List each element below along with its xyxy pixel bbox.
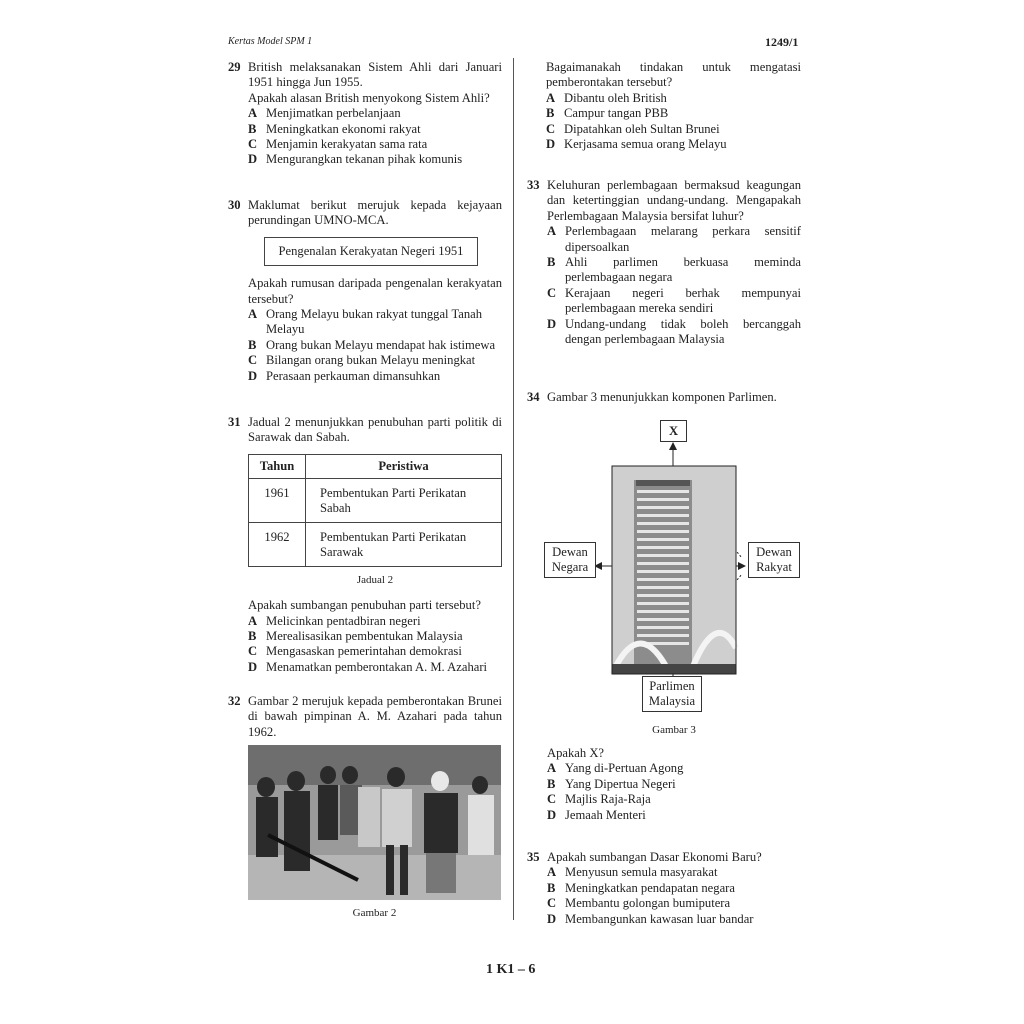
question-number: 30 — [228, 198, 241, 212]
question-34 — [527, 390, 801, 405]
photo-caption: Gambar 2 — [352, 907, 397, 919]
diagram-box-dewan-rakyat: Dewan Rakyat — [748, 542, 800, 578]
option-a: A Perlembagaan melarang perkara sensitif dipersoalkan — [547, 224, 801, 254]
page-footer: 1 K1 – 6 — [486, 962, 536, 977]
option-a: A Dibantu oleh British — [546, 90, 667, 105]
table-cell-event: Pembentukan Parti Perikatan Sabah — [306, 478, 502, 522]
question-number: 34 — [527, 390, 540, 404]
diagram-gambar-3 — [540, 418, 810, 713]
question-stem: Keluhuran perlembagaan bermaksud keagungan dan ketertinggian undang-undang. Mengapakah Perlembagaan Malaysia bersifat luhur? — [547, 178, 801, 223]
question-number: 29 — [228, 60, 241, 74]
diagram-box-parlimen-malaysia: Parlimen Malaysia — [642, 676, 702, 712]
diagram-caption: Gambar 3 — [652, 724, 696, 736]
question-33 — [527, 178, 801, 347]
option-d: D Menamatkan pemberontakan A. M. Azahari — [248, 659, 488, 674]
question-stem: Gambar 2 merujuk kepada pemberontakan Brunei di bawah pimpinan A. M. Azahari pada tahun 1962. — [248, 694, 502, 739]
table-cell-year: 1961 — [249, 478, 306, 522]
column-divider — [513, 58, 514, 920]
table-cell-event: Pembentukan Parti Perikatan Sarawak — [306, 522, 502, 566]
option-d: D Membangunkan kawasan luar bandar — [547, 911, 754, 926]
option-d: D Kerjasama semua orang Melayu — [546, 137, 727, 152]
option-c: C Mengasaskan pemerintahan demokrasi — [248, 644, 462, 659]
question-29 — [228, 60, 502, 168]
option-b: B Campur tangan PBB — [546, 106, 669, 121]
photo-gambar-2 — [248, 745, 501, 900]
question-31 — [228, 415, 502, 675]
option-c: C Menjamin kerakyatan sama rata — [248, 137, 428, 152]
question-35 — [527, 850, 801, 927]
option-b: B Meningkatkan ekonomi rakyat — [248, 121, 421, 136]
option-b: B Orang bukan Melayu mendapat hak istimewa — [248, 337, 496, 352]
rebellion-photo-icon — [248, 745, 501, 900]
question-number: 33 — [527, 178, 540, 192]
option-c: C Dipatahkan oleh Sultan Brunei — [546, 121, 720, 136]
header-right: 1249/1 — [765, 35, 799, 49]
option-d: D Jemaah Menteri — [547, 807, 646, 822]
option-b: B Yang Dipertua Negeri — [547, 776, 676, 791]
option-d: D Mengurangkan tekanan pihak komunis — [248, 152, 463, 167]
question-stem: British melaksanakan Sistem Ahli dari Januari 1951 hingga Jun 1955. — [248, 60, 502, 90]
option-b: B Merealisasikan pembentukan Malaysia — [248, 629, 463, 644]
question-prompt: Apakah alasan British menyokong Sistem Ahli? — [248, 90, 490, 105]
option-a: A Melicinkan pentadbiran negeri — [248, 613, 421, 628]
question-prompt: Apakah sumbangan penubuhan parti tersebut? — [248, 598, 481, 613]
question-32-continued — [528, 60, 801, 152]
table-header-peristiwa: Peristiwa — [306, 454, 502, 478]
option-c: C Bilangan orang bukan Melayu meningkat — [248, 353, 476, 368]
option-c: C Majlis Raja-Raja — [547, 792, 651, 807]
option-a: A Menjimatkan perbelanjaan — [248, 106, 401, 121]
question-number: 31 — [228, 415, 241, 429]
info-box: Pengenalan Kerakyatan Negeri 1951 — [264, 237, 478, 266]
diagram-box-x: X — [660, 420, 687, 442]
option-b: B Meningkatkan pendapatan negara — [547, 880, 735, 895]
option-b: B Ahli parlimen berkuasa meminda perlembagaan negara — [547, 255, 801, 285]
question-number: 32 — [228, 694, 241, 708]
question-prompt: Apakah rumusan daripada pengenalan kerakyatan tersebut? — [248, 276, 502, 306]
question-prompt: Apakah X? — [547, 746, 604, 760]
option-a: A Yang di-Pertuan Agong — [547, 761, 684, 776]
table-jadual-2 — [248, 454, 502, 567]
option-d: D Perasaan perkauman dimansuhkan — [248, 368, 441, 383]
question-32 — [228, 694, 502, 740]
table-header-tahun: Tahun — [249, 454, 306, 478]
question-stem: Apakah sumbangan Dasar Ekonomi Baru? — [547, 850, 762, 864]
option-a: A Orang Melayu bukan rakyat tunggal Tanah Melayu — [248, 307, 483, 337]
question-34-options — [547, 746, 801, 823]
option-a: A Menyusun semula masyarakat — [547, 865, 718, 880]
question-stem: Jadual 2 menunjukkan penubuhan parti politik di Sarawak dan Sabah. — [248, 415, 502, 445]
option-c: C Kerajaan negeri berhak mempunyai perlembagaan mereka sendiri — [547, 285, 801, 316]
question-number: 35 — [527, 850, 540, 864]
question-prompt: Bagaimanakah tindakan untuk mengatasi pemberontakan tersebut? — [546, 60, 801, 90]
question-30 — [228, 198, 502, 384]
question-stem: Gambar 3 menunjukkan komponen Parlimen. — [547, 390, 777, 404]
option-d: D Undang-undang tidak boleh bercanggah dengan perlembagaan Malaysia — [547, 316, 801, 347]
diagram-box-dewan-negara: Dewan Negara — [544, 542, 596, 578]
table-caption: Jadual 2 — [356, 573, 394, 586]
table-cell-year: 1962 — [249, 522, 306, 566]
question-stem: Maklumat berikut merujuk kepada kejayaan perundingan UMNO-MCA. — [248, 198, 502, 228]
option-c: C Membantu golongan bumiputera — [547, 896, 731, 911]
header-left: Kertas Model SPM 1 — [228, 36, 313, 47]
